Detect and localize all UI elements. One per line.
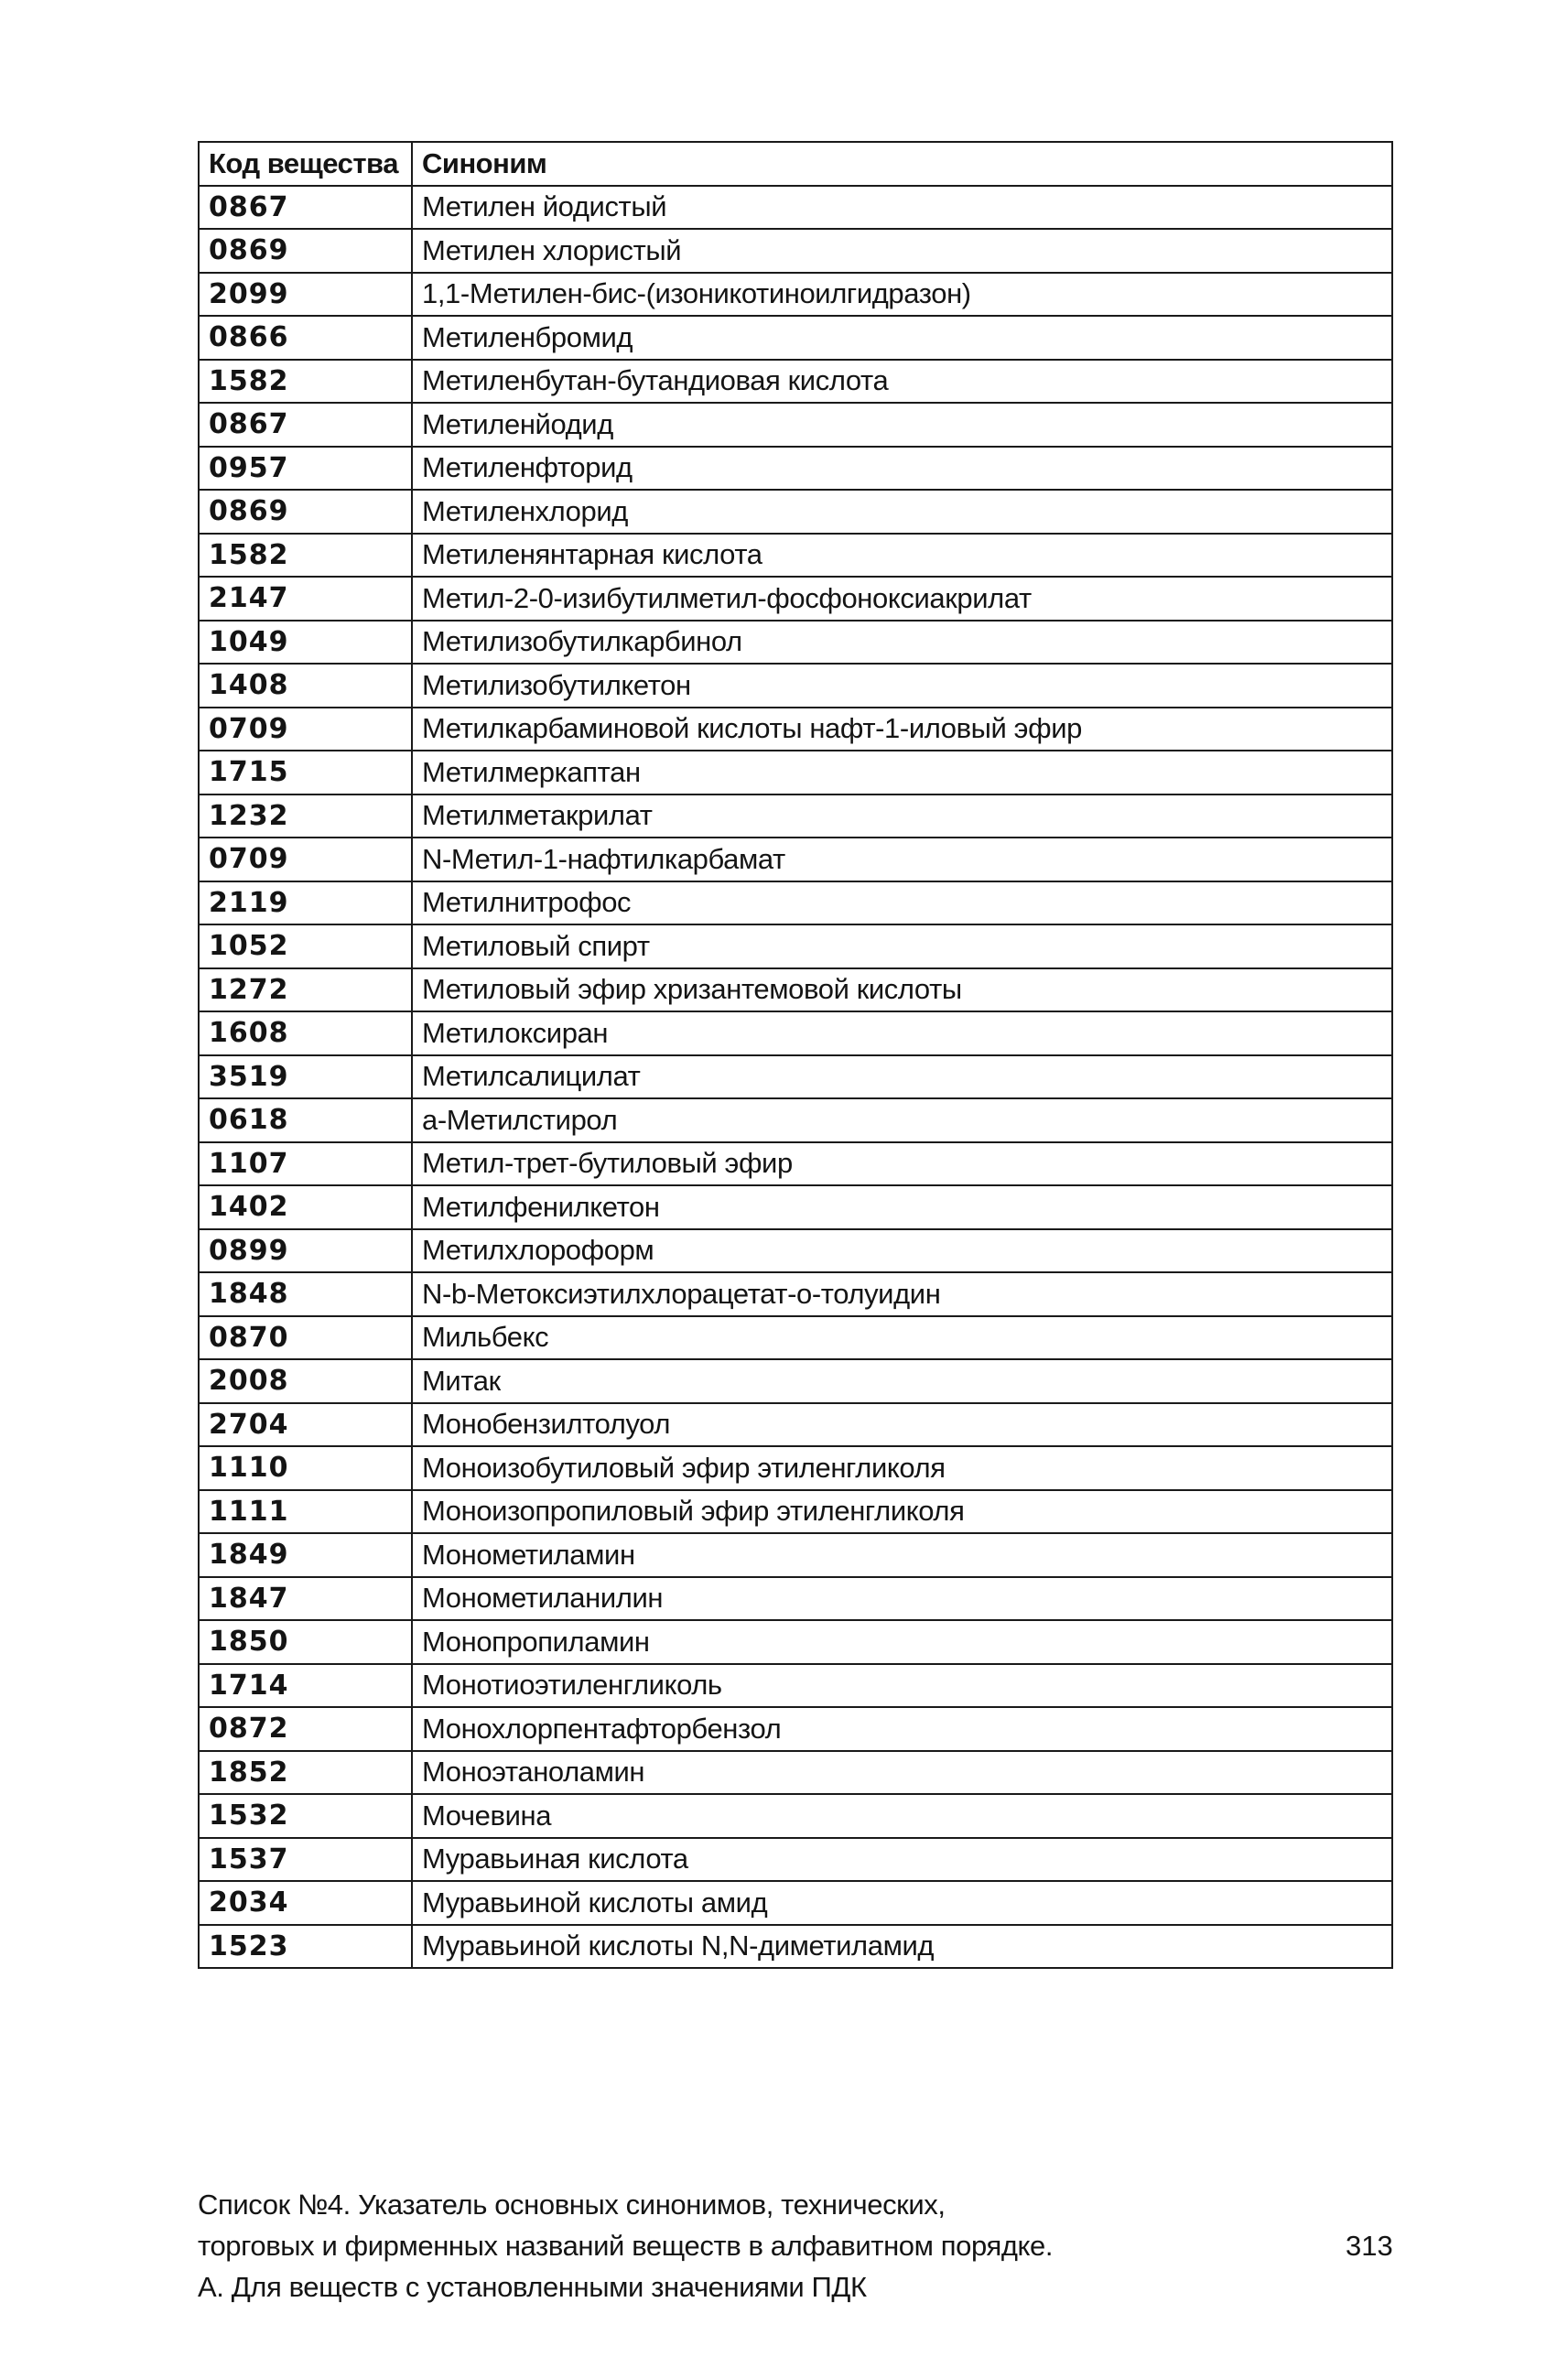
substance-synonym: Моноэтаноламин (412, 1751, 1392, 1795)
substance-code: 1582 (199, 534, 412, 578)
substance-synonym: Метилизобутилкетон (412, 664, 1392, 708)
caption-line: Список №4. Указатель основных синонимов, технических, (198, 2189, 946, 2221)
table-row (199, 1751, 1392, 1795)
substance-code: 2099 (199, 273, 412, 317)
table-row (199, 316, 1392, 360)
substance-code: 1272 (199, 968, 412, 1012)
substance-synonym: Монотиоэтиленгликоль (412, 1664, 1392, 1708)
table-header-row (199, 142, 1392, 186)
table-row (199, 1707, 1392, 1751)
substance-synonym: Метиленхлорид (412, 490, 1392, 534)
substance-code: 1850 (199, 1620, 412, 1664)
substance-code: 1715 (199, 751, 412, 794)
substance-synonym: Монопропиламин (412, 1620, 1392, 1664)
table-row (199, 838, 1392, 881)
table-row (199, 1142, 1392, 1186)
substance-synonym: Муравьиной кислоты амид (412, 1881, 1392, 1925)
table-row (199, 447, 1392, 491)
substance-code: 1523 (199, 1925, 412, 1969)
substance-code: 0867 (199, 403, 412, 447)
table-row (199, 1098, 1392, 1142)
table-row (199, 881, 1392, 925)
substance-synonym: Метилнитрофос (412, 881, 1392, 925)
substance-code: 2704 (199, 1403, 412, 1447)
substance-code: 0957 (199, 447, 412, 491)
substance-code: 1408 (199, 664, 412, 708)
caption-line: торговых и фирменных названий веществ в алфавитном порядке. (198, 2230, 1054, 2262)
substance-code: 3519 (199, 1055, 412, 1099)
substance-synonym: Моноизобутиловый эфир этиленгликоля (412, 1446, 1392, 1490)
substance-code: 0869 (199, 490, 412, 534)
substance-synonym: N-Метил-1-нафтилкарбамат (412, 838, 1392, 881)
substance-synonym: Метиленянтарная кислота (412, 534, 1392, 578)
substance-code: 1847 (199, 1577, 412, 1621)
substance-code: 1537 (199, 1838, 412, 1882)
substance-synonym: Метилхлороформ (412, 1229, 1392, 1273)
table-row (199, 273, 1392, 317)
substance-synonym: Метилфенилкетон (412, 1185, 1392, 1229)
table-row (199, 968, 1392, 1012)
substance-synonym: Метиленйодид (412, 403, 1392, 447)
substance-code: 1582 (199, 360, 412, 404)
substance-synonym: Монохлорпентафторбензол (412, 1707, 1392, 1751)
table-row (199, 1011, 1392, 1055)
substance-synonym: Муравьиной кислоты N,N-диметиламид (412, 1925, 1392, 1969)
substance-code: 1532 (199, 1794, 412, 1838)
table-row (199, 403, 1392, 447)
substance-synonym: Митак (412, 1359, 1392, 1403)
table-row (199, 1316, 1392, 1360)
substance-code: 2008 (199, 1359, 412, 1403)
table-row (199, 1490, 1392, 1534)
table-row (199, 1055, 1392, 1099)
table-row (199, 1403, 1392, 1447)
substance-synonym: Монобензилтолуол (412, 1403, 1392, 1447)
substance-code: 2034 (199, 1881, 412, 1925)
substance-synonym: Метиленбутан-бутандиовая кислота (412, 360, 1392, 404)
substance-code: 0709 (199, 708, 412, 751)
table-row (199, 708, 1392, 751)
substance-synonym: Метиленфторид (412, 447, 1392, 491)
table-body (199, 186, 1392, 1969)
table-row (199, 1272, 1392, 1316)
substance-code: 2147 (199, 577, 412, 621)
synonyms-table (198, 141, 1393, 1969)
substance-code: 1714 (199, 1664, 412, 1708)
substance-code: 1849 (199, 1533, 412, 1577)
substance-code: 1110 (199, 1446, 412, 1490)
substance-code: 0869 (199, 229, 412, 273)
substance-synonym: Метилсалицилат (412, 1055, 1392, 1099)
substance-synonym: Метилен хлористый (412, 229, 1392, 273)
substance-synonym: N-b-Метоксиэтилхлорацетат-о-толуидин (412, 1272, 1392, 1316)
substance-synonym: Метил-2-0-изибутилметил-фосфоноксиакрилат (412, 577, 1392, 621)
substance-synonym: Монометиламин (412, 1533, 1392, 1577)
table-row (199, 1359, 1392, 1403)
table-row (199, 794, 1392, 838)
substance-code: 0867 (199, 186, 412, 230)
table-row (199, 1229, 1392, 1273)
substance-synonym: Метилоксиран (412, 1011, 1392, 1055)
substance-synonym: Метил-трет-бутиловый эфир (412, 1142, 1392, 1186)
substance-synonym: Муравьиная кислота (412, 1838, 1392, 1882)
substance-code: 1852 (199, 1751, 412, 1795)
table-row (199, 1664, 1392, 1708)
substance-code: 0866 (199, 316, 412, 360)
substance-synonym: 1,1-Метилен-бис-(изоникотиноилгидразон) (412, 273, 1392, 317)
table-row (199, 1446, 1392, 1490)
table-row (199, 1620, 1392, 1664)
caption-line: А. Для веществ с установленными значениями ПДК (198, 2271, 867, 2303)
substance-code: 1107 (199, 1142, 412, 1186)
substance-synonym: Метилмеркаптан (412, 751, 1392, 794)
substance-synonym: Монометиланилин (412, 1577, 1392, 1621)
table-row (199, 1838, 1392, 1882)
substance-synonym: Метилен йодистый (412, 186, 1392, 230)
table-row (199, 1577, 1392, 1621)
substance-code: 0899 (199, 1229, 412, 1273)
table-row (199, 577, 1392, 621)
substance-synonym: Метилизобутилкарбинол (412, 621, 1392, 665)
substance-code: 0709 (199, 838, 412, 881)
substance-code: 1848 (199, 1272, 412, 1316)
table-row (199, 1925, 1392, 1969)
substance-code: 0870 (199, 1316, 412, 1360)
substance-synonym: Метиленбромид (412, 316, 1392, 360)
substance-code: 0872 (199, 1707, 412, 1751)
substance-code: 1052 (199, 924, 412, 968)
table-row (199, 664, 1392, 708)
page-caption (198, 2184, 1113, 2308)
substance-synonym: Мильбекс (412, 1316, 1392, 1360)
substance-synonym: Метиловый спирт (412, 924, 1392, 968)
header-code: Код вещества (199, 142, 412, 186)
substance-code: 1049 (199, 621, 412, 665)
table-row (199, 924, 1392, 968)
substance-code: 1608 (199, 1011, 412, 1055)
substance-synonym: Метиловый эфир хризантемовой кислоты (412, 968, 1392, 1012)
table-row (199, 1794, 1392, 1838)
substance-synonym: Метилметакрилат (412, 794, 1392, 838)
table-row (199, 360, 1392, 404)
substance-synonym: Метилкарбаминовой кислоты нафт-1-иловый эфир (412, 708, 1392, 751)
table-row (199, 1881, 1392, 1925)
substance-code: 1402 (199, 1185, 412, 1229)
table-row (199, 534, 1392, 578)
table-row (199, 1185, 1392, 1229)
table-row (199, 621, 1392, 665)
table-row (199, 751, 1392, 794)
table-row (199, 186, 1392, 230)
page-number: 313 (1346, 2230, 1393, 2262)
table-row (199, 490, 1392, 534)
table-row (199, 1533, 1392, 1577)
header-synonym: Синоним (412, 142, 1392, 186)
substance-code: 1232 (199, 794, 412, 838)
substance-synonym: a-Метилстирол (412, 1098, 1392, 1142)
substance-synonym: Моноизопропиловый эфир этиленгликоля (412, 1490, 1392, 1534)
substance-synonym: Мочевина (412, 1794, 1392, 1838)
substance-code: 1111 (199, 1490, 412, 1534)
substance-code: 2119 (199, 881, 412, 925)
substance-code: 0618 (199, 1098, 412, 1142)
table-row (199, 229, 1392, 273)
